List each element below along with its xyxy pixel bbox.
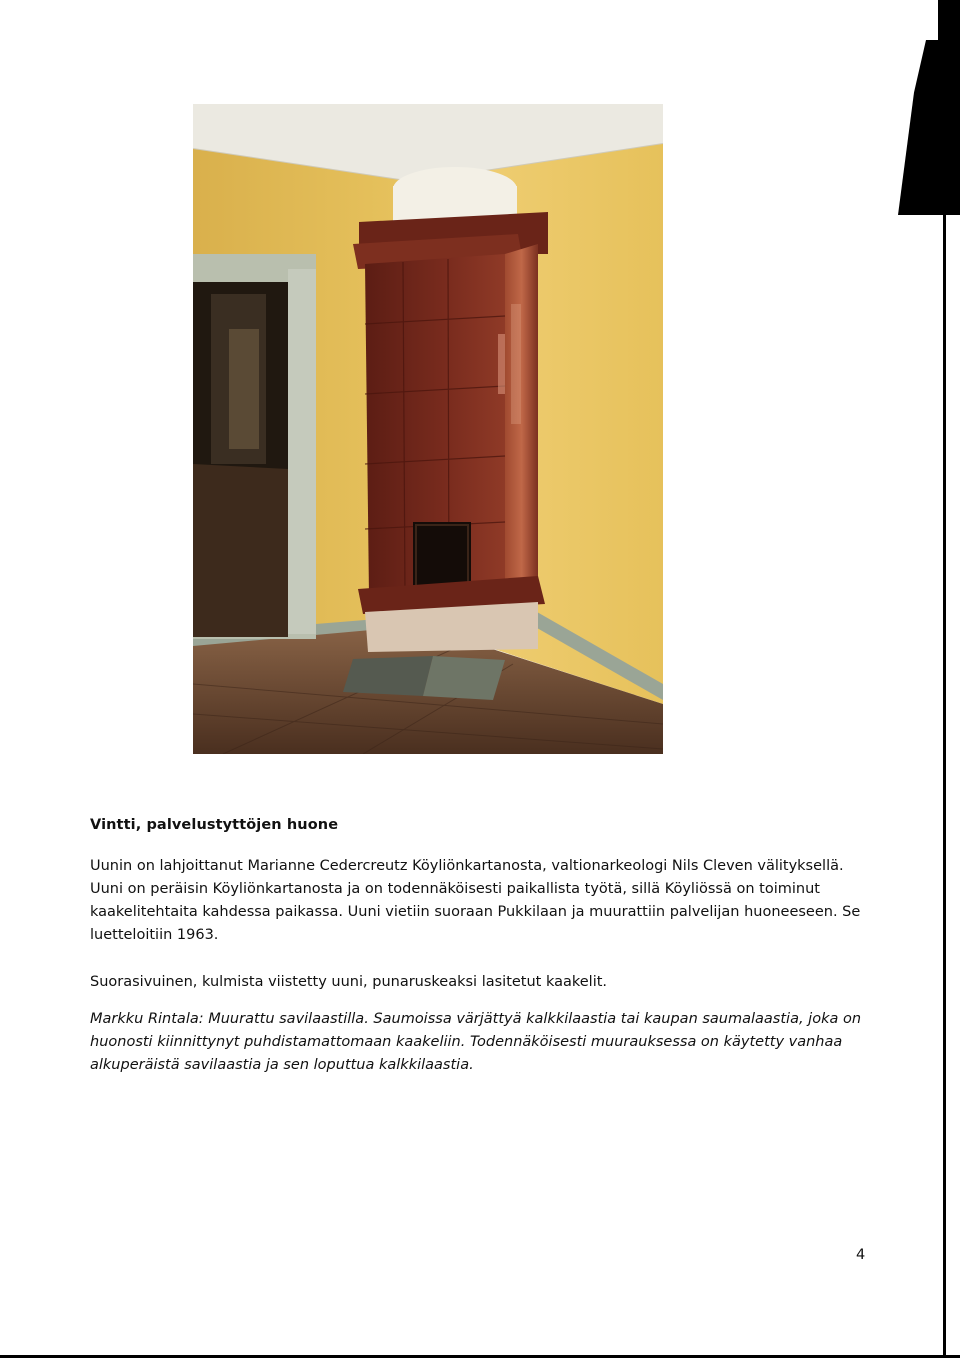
mortar-note: Markku Rintala: Muurattu savilaastilla. Saumoissa värjättyä kalkkilaastia tai kaupan saumalaastia, joka on huonosti kiinnittynyt puhdistamattomaan kaakeliin. Todennäköisesti muurauksessa on käytetty vanhaa alkuperäistä savilaastia ja sen loputtua kalkkilaastia. [90,1011,862,1073]
stove-photo [193,104,663,754]
stove-description: Suorasivuinen, kulmista viistetty uuni, punaruskeaksi lasitetut kaakelit. [90,974,608,990]
description-paragraph: Uunin on lahjoittanut Marianne Cedercreutz Köyliönkartanosta, valtionarkeologi Nils Cleven välityksellä. Uuni on peräisin Köyliönkartanosta ja on todennäköisesti paikallista työtä, sillä Köyliössä on toiminut kaakelitehtaita kahdessa paikassa. Uuni vietiin suoraan Pukkilaan ja muurattiin palvelijan huoneeseen. Se luetteloitiin 1963. [90,858,861,943]
corner-tiled-stove-icon [193,104,663,754]
page-number: 4 [856,1247,866,1263]
scan-edge-shadow [898,40,938,215]
section-heading: Vintti, palvelustyttöjen huone [90,817,339,833]
scan-edge-dark-bar [938,0,960,215]
scan-edge-line [943,215,946,1358]
